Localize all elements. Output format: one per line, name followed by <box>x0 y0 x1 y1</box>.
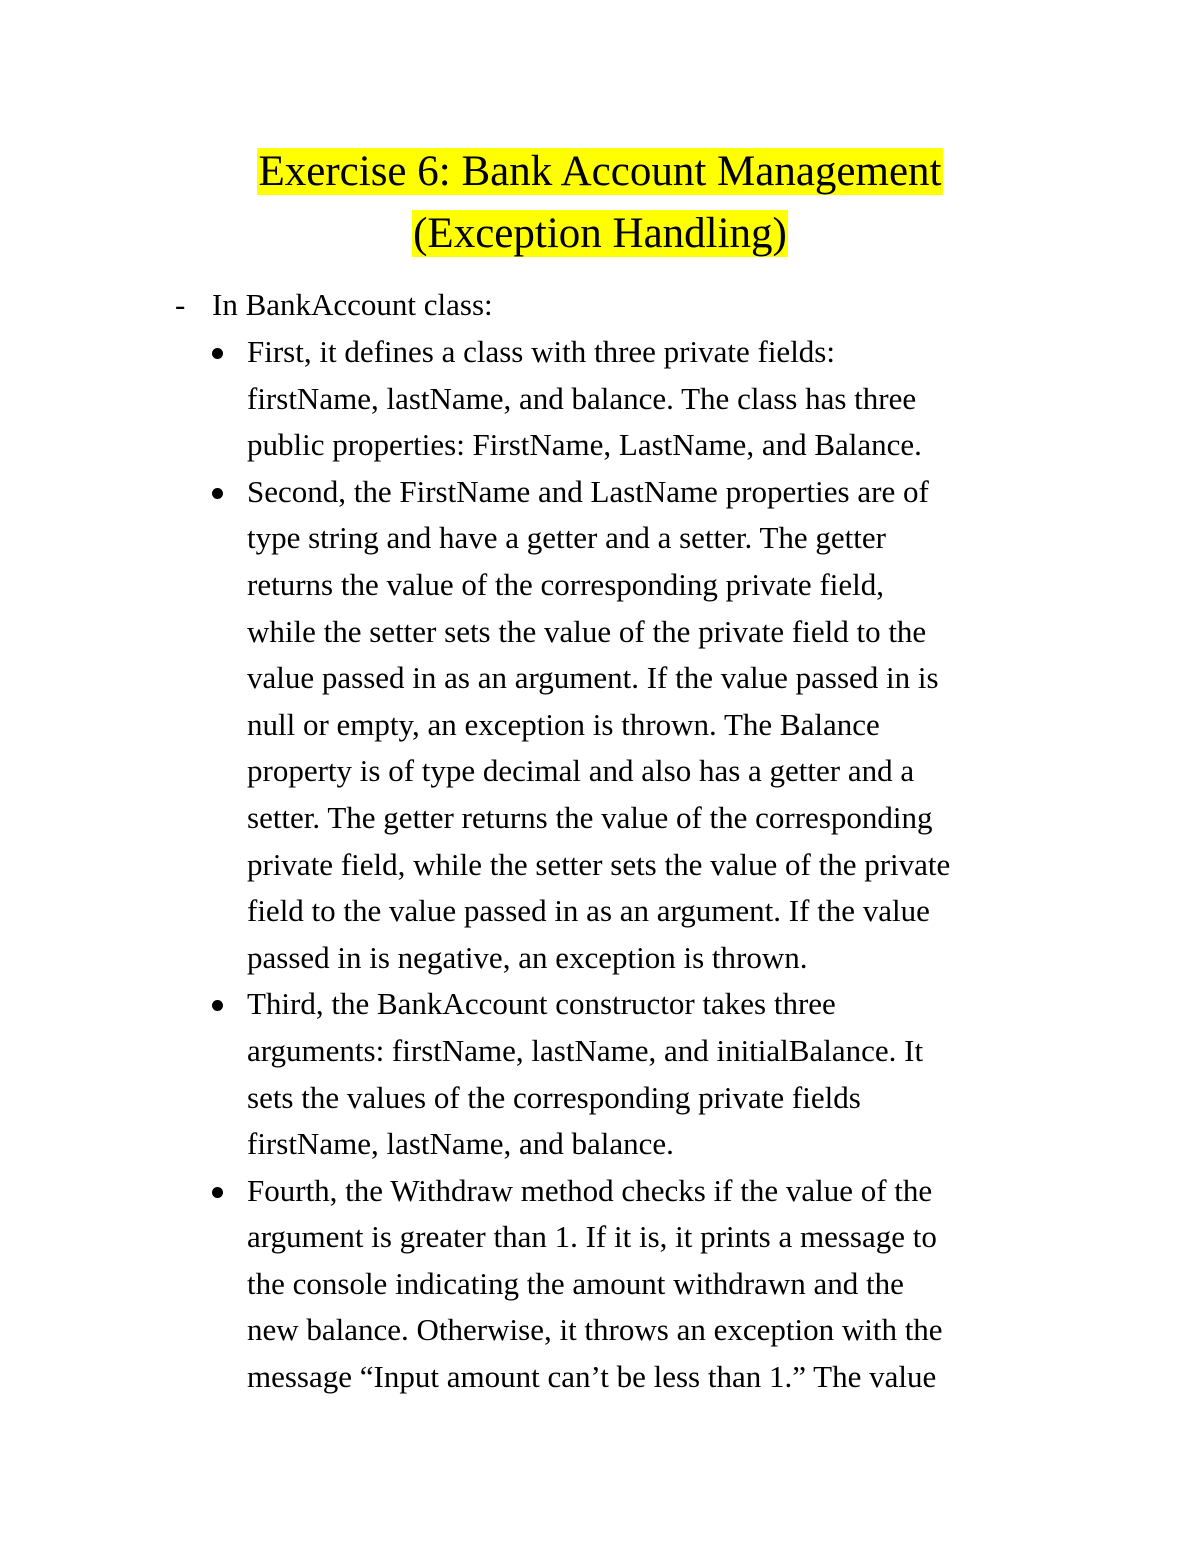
bullet-line: value passed in as an argument. If the value passed in is <box>247 660 939 696</box>
bullet-dot-icon <box>212 488 223 499</box>
bullet-line: the console indicating the amount withdrawn and the <box>247 1265 904 1301</box>
bullet-line: while the setter sets the value of the private field to the <box>247 613 927 649</box>
bullet-line: setter. The getter returns the value of the corresponding <box>247 799 933 835</box>
title-line-2: (Exception Handling) <box>413 210 787 257</box>
bullet-line: new balance. Otherwise, it throws an exception with the <box>247 1312 943 1348</box>
bullet-line: Third, the BankAccount constructor takes three <box>247 986 836 1022</box>
bullet-line: returns the value of the corresponding private field, <box>247 566 884 602</box>
bullet-dot-icon <box>212 348 223 359</box>
bullet-line: passed in is negative, an exception is thrown. <box>247 939 808 975</box>
bullet-item-first <box>247 329 1057 469</box>
title-line-1: Exercise 6: Bank Account Management <box>258 148 942 195</box>
section-heading: In BankAccount class: <box>212 287 493 322</box>
bullet-item-second <box>247 469 1057 982</box>
bullet-line: private field, while the setter sets the value of the private <box>247 846 951 882</box>
bullet-line: property is of type decimal and also has a getter and a <box>247 753 915 789</box>
bullet-line: Fourth, the Withdraw method checks if the value of the <box>247 1172 933 1208</box>
bullet-line: argument is greater than 1. If it is, it prints a message to <box>247 1219 937 1255</box>
bullet-line: message “Input amount can’t be less than 1.” The value <box>247 1359 937 1395</box>
bullet-item-third <box>247 981 1057 1167</box>
bullet-dot-icon <box>212 1000 223 1011</box>
bullet-line: Second, the FirstName and LastName properties are of <box>247 473 929 509</box>
dash-marker: - <box>175 287 186 322</box>
bullet-line: firstName, lastName, and balance. The class has three <box>247 380 917 416</box>
title-line-2-wrapper <box>0 203 1200 265</box>
bullet-line: field to the value passed in as an argument. If the value <box>247 893 930 929</box>
bullet-line: null or empty, an exception is thrown. The Balance <box>247 706 880 742</box>
bullet-line: sets the values of the corresponding private fields <box>247 1079 861 1115</box>
section-heading-row <box>175 282 493 328</box>
bullet-line: firstName, lastName, and balance. <box>247 1126 674 1162</box>
bullet-dot-icon <box>212 1187 223 1198</box>
bullet-list <box>0 329 1200 1401</box>
bullet-line: type string and have a getter and a setter. The getter <box>247 520 886 556</box>
bullet-item-fourth <box>247 1168 1057 1401</box>
title-line-1-wrapper <box>0 141 1200 203</box>
bullet-line: First, it defines a class with three private fields: <box>247 334 835 369</box>
bullet-line: public properties: FirstName, LastName, and Balance. <box>247 427 922 463</box>
document-title <box>0 141 1200 265</box>
bullet-line: arguments: firstName, lastName, and initialBalance. It <box>247 1032 924 1068</box>
